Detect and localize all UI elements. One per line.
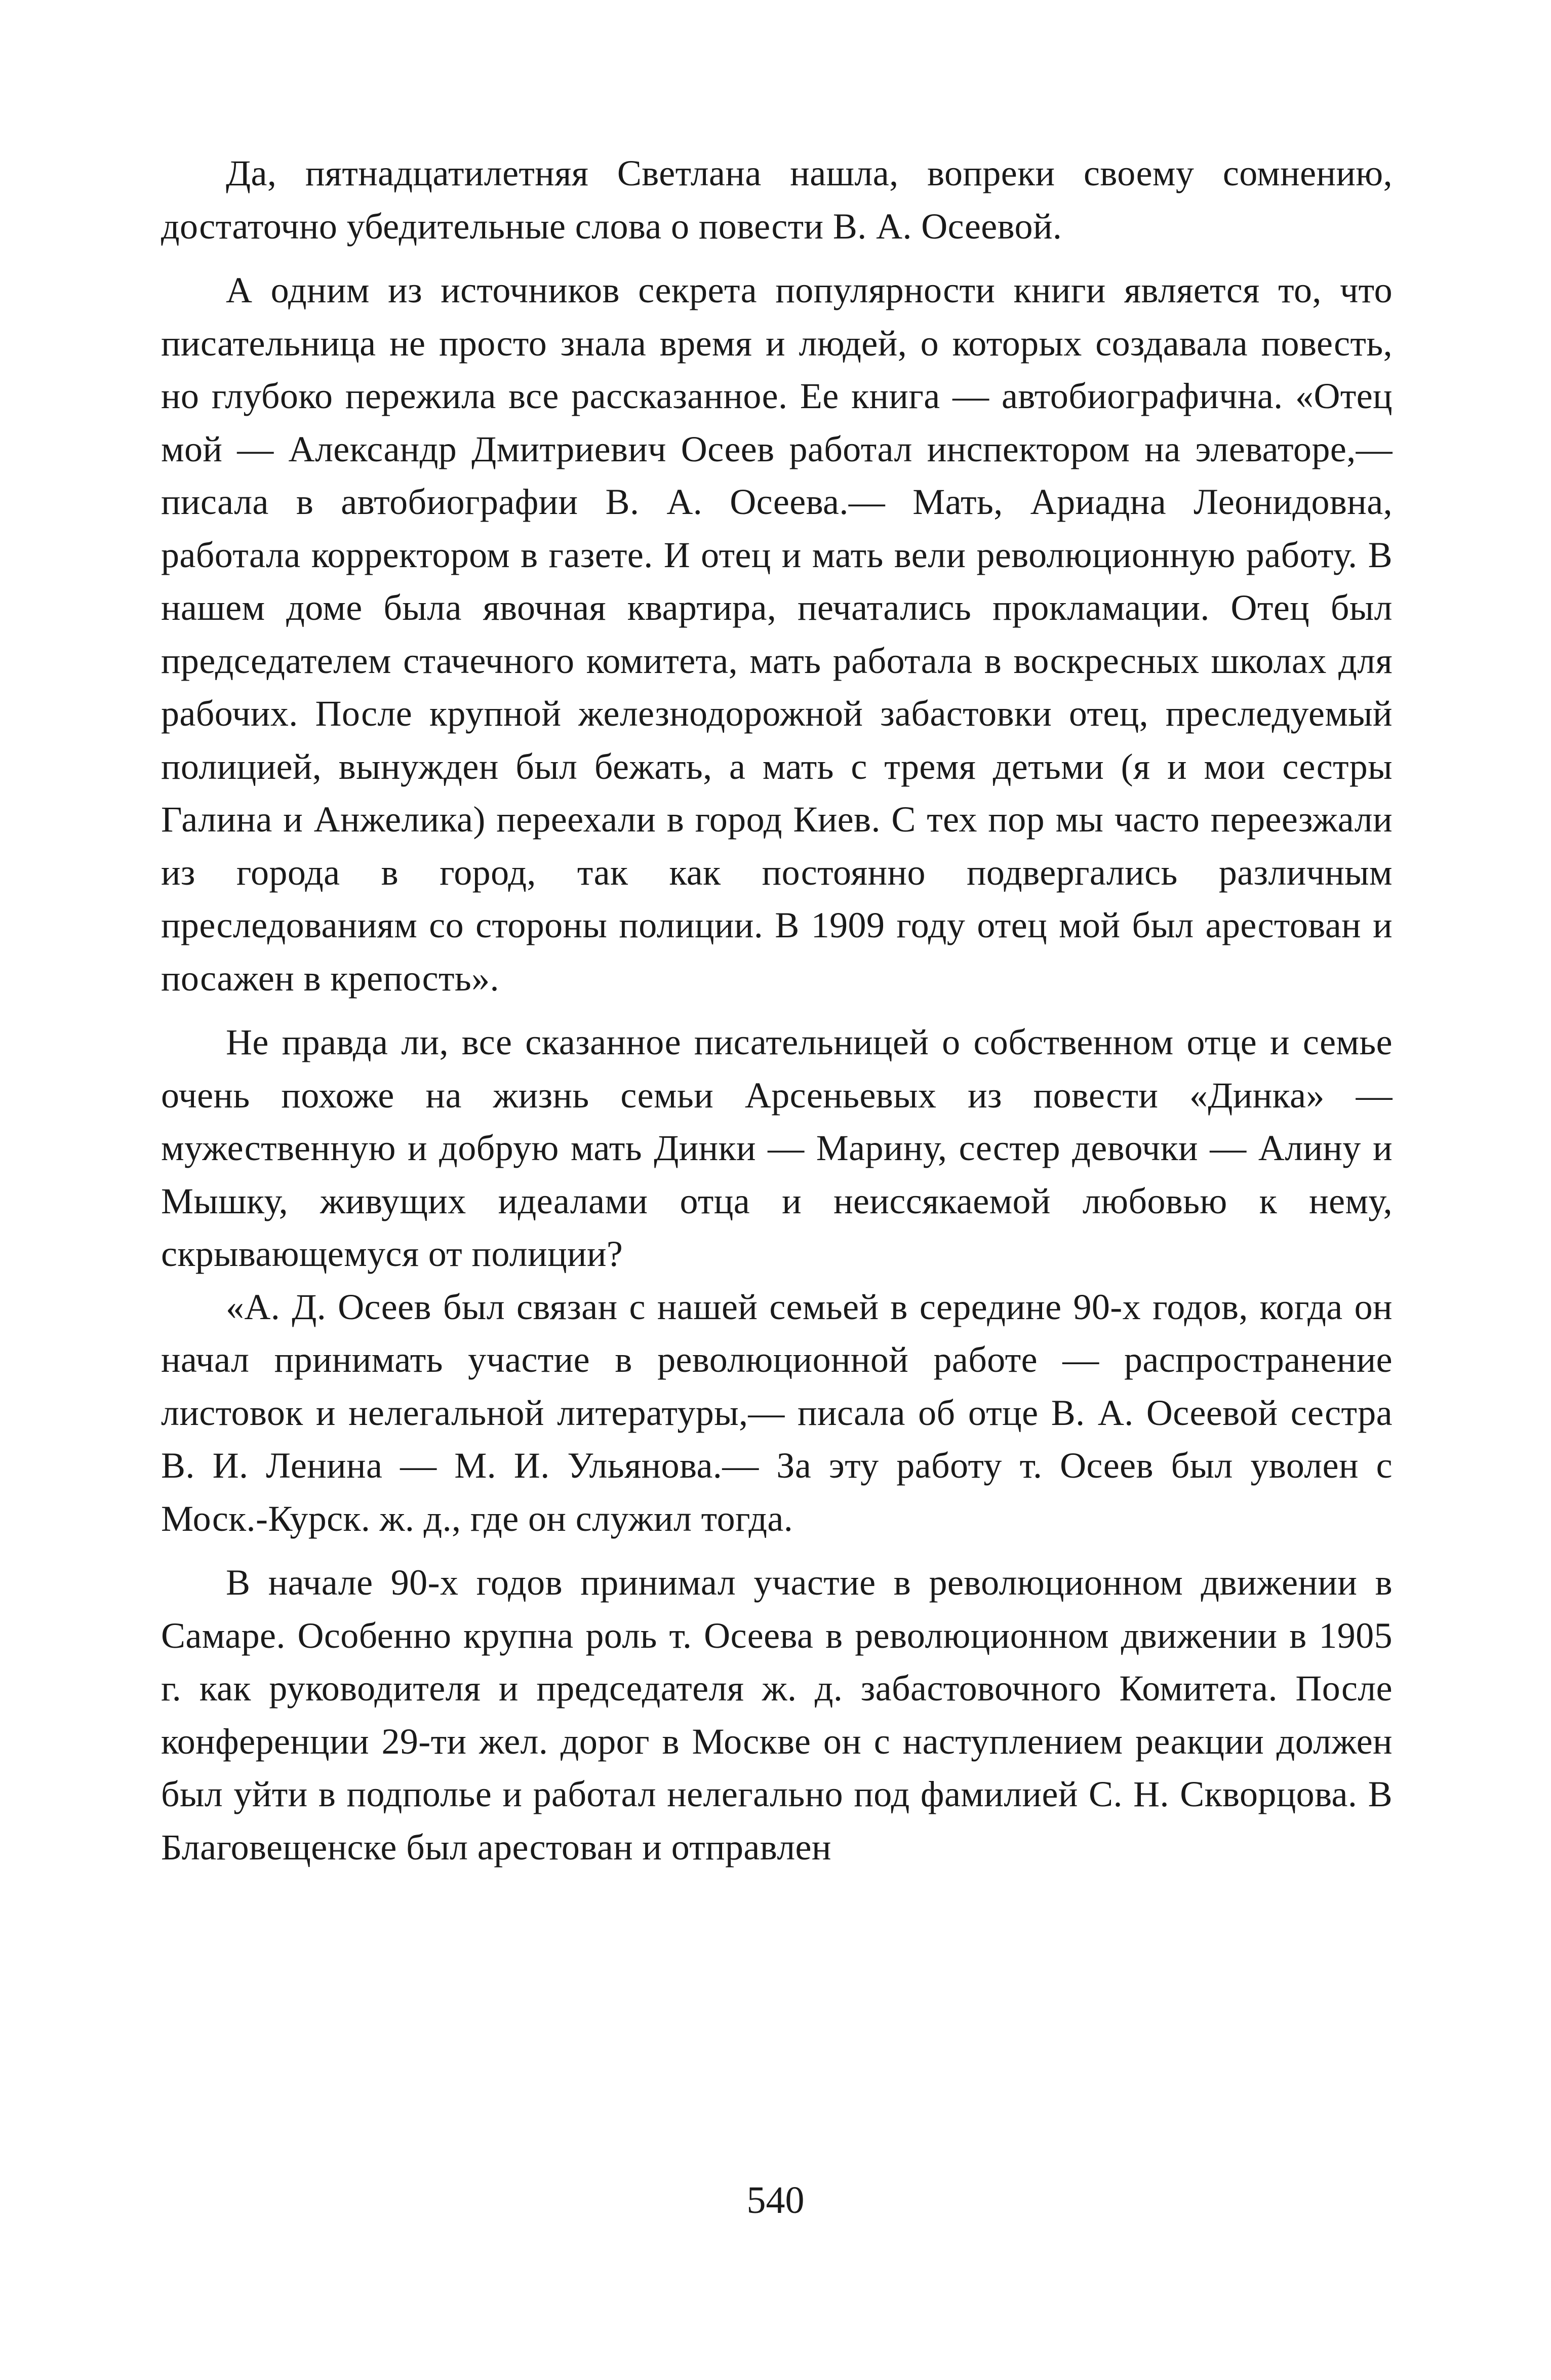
paragraph-2: А одним из источников секрета популярности книги является то, что писательница не просто знала время и людей, о которых создавала повесть, но глубоко пережила все рассказанное. Ее книга — автобиографична. «Отец мой — Александр Дмитриевич Осеев работал инспектором на элеваторе,— писала в автобиографии В. А. Осеева.— Мать, Ариадна Леонидовна, работала корректором в газете. И отец и мать вели революционную работу. В нашем доме была явочная квартира, печатались прокламации. Отец был председателем стачечного комитета, мать работала в воскресных школах для рабочих. После крупной железнодорожной забастовки отец, преследуемый полицией, вынужден был бежать, а мать с тремя детьми (я и мои сестры Галина и Анжелика) переехали в город Киев. С тех пор мы часто переезжали из города в город, так как постоянно подвергались различным преследованиям со стороны полиции. В 1909 году отец мой был арестован и посажен в крепость». [161, 270, 1393, 999]
page-number: 540 [746, 2179, 805, 2222]
page-body [161, 147, 1393, 1874]
paragraph-4: «А. Д. Осеев был связан с нашей семьей в середине 90-х годов, когда он начал принимать участие в революционной работе — распространение листовок и нелегальной литературы,— писала об отце В. А. Осеевой сестра В. И. Ленина — М. И. Ульянова.— За эту работу т. Осеев был уволен с Моск.-Курск. ж. д., где он служил тогда. [161, 1286, 1393, 1539]
paragraph-5: В начале 90-х годов принимал участие в революционном движении в Самаре. Особенно крупна роль т. Осеева в революционном движении в 1905 г. как руководителя и председателя ж. д. забастовочного Комитета. После конференции 29-ти жел. дорог в Москве он с наступлением реакции должен был уйти в подполье и работал нелегально под фамилией С. Н. Скворцова. В Благовещенске был арестован и отправлен [161, 1562, 1393, 1868]
paragraph-1: Да, пятнадцатилетняя Светлана нашла, вопреки своему сомнению, достаточно убедительные слова о повести В. А. Осеевой. [161, 153, 1393, 247]
paragraph-3: Не правда ли, все сказанное писательницей о собственном отце и семье очень похоже на жизнь семьи Арсеньевых из повести «Динка» — мужественную и добрую мать Динки — Марину, сестер девочки — Алину и Мышку, живущих идеалами отца и неиссякаемой любовью к нему, скрывающемуся от полиции? [161, 1022, 1393, 1274]
